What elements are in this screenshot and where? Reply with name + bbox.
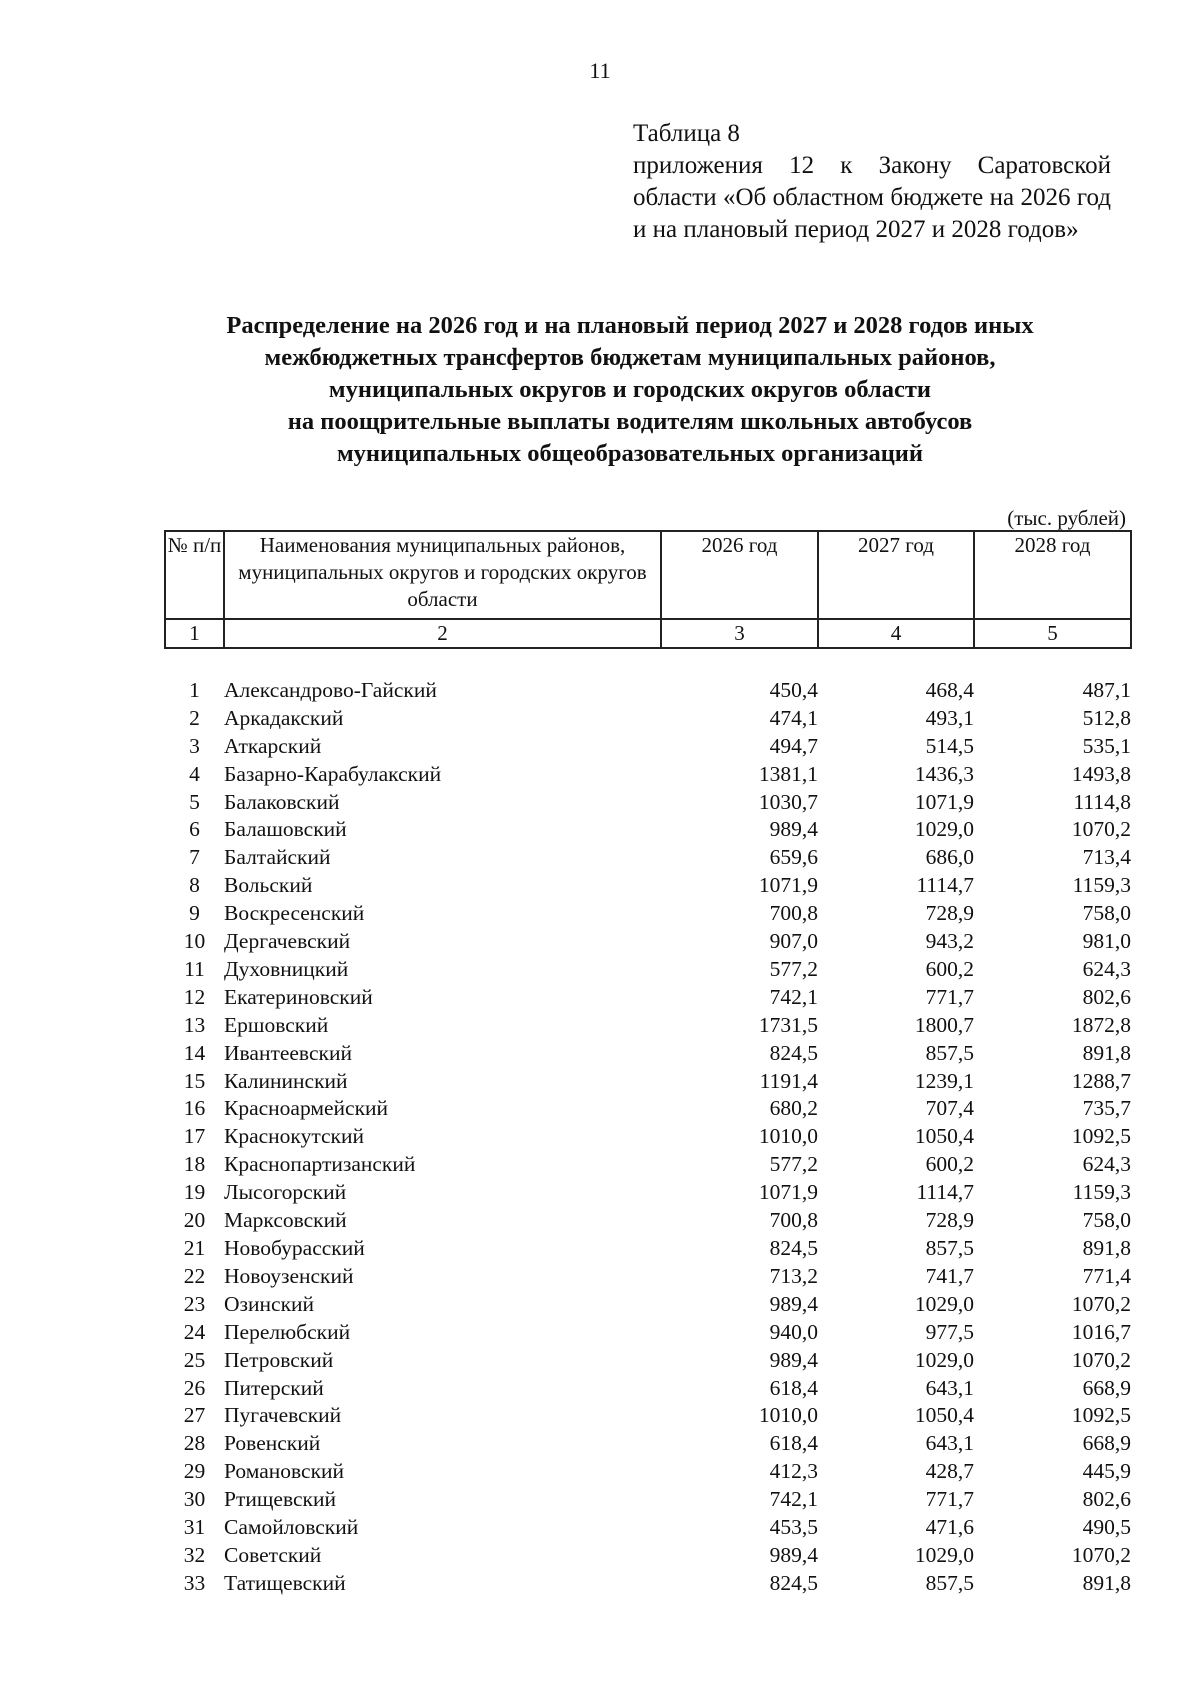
value-2028: 802,6: [1082, 984, 1131, 1009]
value-2028: 891,8: [1082, 1040, 1131, 1065]
value-2028: 891,8: [1082, 1236, 1131, 1261]
table-row: [165, 1402, 1131, 1430]
value-2028: 1016,7: [1071, 1319, 1131, 1344]
district-name: Базарно-Карабулакский: [224, 761, 442, 786]
value-2027: 471,6: [925, 1515, 974, 1540]
value-2027: 771,7: [925, 1487, 974, 1512]
value-2026: 742,1: [769, 1487, 818, 1512]
value-2027: 1029,0: [914, 1347, 974, 1372]
table-row: [165, 1570, 1131, 1598]
value-2028: 1070,2: [1071, 1347, 1131, 1372]
row-number: 29: [183, 1459, 206, 1484]
district-name: Ровенский: [224, 1431, 321, 1456]
district-name: Пугачевский: [224, 1403, 342, 1428]
value-2028: 713,4: [1082, 845, 1131, 870]
table-row: [165, 928, 1131, 956]
value-2026: 989,4: [769, 1291, 818, 1316]
value-2026: 680,2: [769, 1096, 818, 1121]
value-2026: 1191,4: [759, 1068, 818, 1093]
district-name: Озинский: [224, 1291, 315, 1316]
value-2027: 1029,0: [914, 817, 974, 842]
value-2027: 728,9: [925, 901, 974, 926]
row-number: 15: [183, 1068, 206, 1093]
district-name: Самойловский: [224, 1515, 359, 1540]
value-2028: 512,8: [1082, 705, 1131, 730]
row-number: 4: [189, 761, 200, 786]
table-row: [165, 1458, 1131, 1486]
value-2027: 1436,3: [914, 761, 974, 786]
value-2027: 600,2: [925, 956, 974, 981]
district-name: Балтайский: [224, 845, 331, 870]
table-row: [165, 1319, 1131, 1347]
district-name: Перелюбский: [224, 1319, 351, 1344]
value-2027: 741,7: [925, 1263, 974, 1288]
row-number: 5: [189, 789, 200, 814]
value-2028: 735,7: [1082, 1096, 1131, 1121]
district-name: Екатериновский: [224, 984, 373, 1009]
district-name: Татищевский: [224, 1570, 346, 1595]
value-2027: 943,2: [925, 929, 974, 954]
value-2026: 1010,0: [758, 1124, 818, 1149]
row-number: 9: [189, 901, 200, 926]
table-row: [165, 900, 1131, 928]
district-name: Новоузенский: [224, 1263, 354, 1288]
value-2026: 453,5: [769, 1515, 818, 1540]
value-2026: 1010,0: [758, 1403, 818, 1428]
value-2026: 742,1: [769, 984, 818, 1009]
value-2028: 490,5: [1082, 1515, 1131, 1540]
value-2026: 1381,1: [758, 761, 818, 786]
row-number: 6: [189, 817, 200, 842]
value-2027: 857,5: [925, 1570, 974, 1595]
district-name: Лысогорский: [224, 1180, 347, 1205]
transfers-table: [164, 530, 1132, 1598]
value-2027: 728,9: [925, 1208, 974, 1233]
district-name: Дергачевский: [224, 929, 351, 954]
table-row: [165, 1151, 1131, 1179]
row-number: 33: [183, 1570, 206, 1595]
value-2026: 412,3: [769, 1459, 818, 1484]
table-row: [165, 761, 1131, 789]
column-number: 1: [165, 619, 224, 648]
row-number: 24: [183, 1319, 206, 1344]
table-row: [165, 1430, 1131, 1458]
value-2028: 1070,2: [1071, 1291, 1131, 1316]
row-number: 25: [183, 1347, 206, 1372]
value-2026: 618,4: [769, 1375, 818, 1400]
table-row: [165, 844, 1131, 872]
column-number-row: [165, 619, 1131, 648]
value-2028: 1092,5: [1071, 1403, 1131, 1428]
value-2028: 1070,2: [1071, 1542, 1131, 1567]
row-number: 32: [183, 1542, 206, 1567]
value-2028: 668,9: [1082, 1431, 1131, 1456]
value-2026: 1731,5: [758, 1012, 818, 1037]
row-number: 13: [183, 1012, 206, 1037]
value-2027: 643,1: [925, 1375, 974, 1400]
value-2028: 1159,3: [1072, 873, 1131, 898]
value-2027: 857,5: [925, 1040, 974, 1065]
table-row: [165, 1291, 1131, 1319]
header-2028: 2028 год: [974, 531, 1131, 619]
value-2028: 771,4: [1082, 1263, 1131, 1288]
district-name: Аткарский: [224, 733, 322, 758]
value-2028: 1070,2: [1071, 817, 1131, 842]
value-2026: 989,4: [769, 817, 818, 842]
table-row: [165, 816, 1131, 844]
district-name: Петровский: [224, 1347, 334, 1372]
value-2026: 1071,9: [758, 873, 818, 898]
table-row: [165, 1040, 1131, 1068]
table-row: [165, 677, 1131, 705]
value-2028: 445,9: [1082, 1459, 1131, 1484]
value-2028: 758,0: [1082, 1208, 1131, 1233]
units-label: (тыс. рублей): [1007, 506, 1126, 530]
district-name: Советский: [224, 1542, 322, 1567]
table-row: [165, 1347, 1131, 1375]
table-body: [165, 677, 1131, 1598]
value-2028: 535,1: [1082, 733, 1131, 758]
table-row: [165, 789, 1131, 817]
value-2028: 1493,8: [1071, 761, 1131, 786]
value-2026: 940,0: [769, 1319, 818, 1344]
value-2028: 981,0: [1082, 929, 1131, 954]
table-label: Таблица 8: [633, 120, 740, 147]
value-2026: 824,5: [769, 1570, 818, 1595]
district-name: Красноармейский: [224, 1096, 389, 1121]
header-name: Наименования муниципальных районов, муниципальных округов и городских округов области: [224, 531, 661, 619]
table-row: [165, 1012, 1131, 1040]
district-name: Ртищевский: [224, 1487, 336, 1512]
value-2027: 1029,0: [914, 1291, 974, 1316]
row-number: 18: [183, 1152, 206, 1177]
value-2027: 1114,7: [916, 873, 974, 898]
value-2027: 686,0: [925, 845, 974, 870]
title-line: муниципальных округов и городских округов области: [328, 376, 932, 403]
district-name: Ершовский: [224, 1012, 329, 1037]
district-name: Марксовский: [224, 1208, 347, 1233]
title-line: на поощрительные выплаты водителям школьных автобусов: [287, 408, 973, 435]
table-row: [165, 705, 1131, 733]
value-2027: 468,4: [925, 677, 974, 702]
value-2027: 643,1: [925, 1431, 974, 1456]
value-2028: 758,0: [1082, 901, 1131, 926]
table-row: [165, 1486, 1131, 1514]
value-2028: 1114,8: [1073, 789, 1131, 814]
row-number: 30: [183, 1487, 206, 1512]
document-title: [150, 310, 1110, 470]
value-2027: 514,5: [925, 733, 974, 758]
value-2027: 857,5: [925, 1236, 974, 1261]
value-2026: 713,2: [769, 1263, 818, 1288]
table-row: [165, 956, 1131, 984]
row-number: 3: [189, 733, 200, 758]
district-name: Краснокутский: [224, 1124, 364, 1149]
table-row: [165, 733, 1131, 761]
row-number: 7: [189, 845, 200, 870]
value-2027: 771,7: [925, 984, 974, 1009]
value-2028: 668,9: [1082, 1375, 1131, 1400]
column-number: 4: [818, 619, 974, 648]
value-2027: 1050,4: [914, 1403, 974, 1428]
value-2026: 824,5: [769, 1040, 818, 1065]
value-2027: 493,1: [925, 705, 974, 730]
district-name: Ивантеевский: [224, 1040, 352, 1065]
table-row: [165, 1207, 1131, 1235]
value-2027: 707,4: [925, 1096, 974, 1121]
column-number: 2: [224, 619, 661, 648]
value-2026: 577,2: [769, 956, 818, 981]
value-2028: 1288,7: [1071, 1068, 1131, 1093]
row-number: 23: [183, 1291, 206, 1316]
table-row: [165, 1263, 1131, 1291]
value-2026: 907,0: [769, 929, 818, 954]
district-name: Духовницкий: [224, 956, 349, 981]
value-2027: 977,5: [925, 1319, 974, 1344]
value-2026: 577,2: [769, 1152, 818, 1177]
title-line: муниципальных общеобразовательных организаций: [336, 440, 924, 467]
value-2028: 891,8: [1082, 1570, 1131, 1595]
district-name: Питерский: [224, 1375, 324, 1400]
row-number: 11: [184, 956, 205, 981]
table-row: [165, 1068, 1131, 1096]
header-no: № п/п: [165, 531, 224, 619]
row-number: 26: [183, 1375, 206, 1400]
value-2026: 618,4: [769, 1431, 818, 1456]
value-2026: 989,4: [769, 1542, 818, 1567]
header-2026: 2026 год: [661, 531, 818, 619]
row-number: 10: [183, 929, 206, 954]
value-2026: 824,5: [769, 1236, 818, 1261]
value-2027: 1114,7: [916, 1180, 974, 1205]
district-name: Вольский: [224, 873, 313, 898]
value-2026: 1071,9: [758, 1180, 818, 1205]
table-row: [165, 984, 1131, 1012]
value-2028: 624,3: [1082, 1152, 1131, 1177]
value-2026: 700,8: [769, 901, 818, 926]
table-row: [165, 1179, 1131, 1207]
row-number: 22: [183, 1263, 206, 1288]
value-2026: 989,4: [769, 1347, 818, 1372]
row-number: 1: [189, 677, 200, 702]
table-header-row: [165, 531, 1131, 619]
value-2028: 1159,3: [1072, 1180, 1131, 1205]
page-number: 11: [589, 58, 611, 83]
table-row: [165, 1375, 1131, 1403]
row-number: 21: [183, 1236, 206, 1261]
row-number: 14: [183, 1040, 206, 1065]
value-2028: 802,6: [1082, 1487, 1131, 1512]
value-2026: 700,8: [769, 1208, 818, 1233]
district-name: Новобурасский: [224, 1236, 365, 1261]
value-2027: 1050,4: [914, 1124, 974, 1149]
district-name: Воскресенский: [224, 901, 365, 926]
value-2028: 1872,8: [1071, 1012, 1131, 1037]
value-2028: 1092,5: [1071, 1124, 1131, 1149]
value-2026: 474,1: [769, 705, 818, 730]
row-number: 28: [183, 1431, 206, 1456]
value-2027: 428,7: [925, 1459, 974, 1484]
row-number: 2: [189, 705, 200, 730]
district-name: Калининский: [224, 1068, 348, 1093]
table-row: [165, 1542, 1131, 1570]
district-name: Краснопартизанский: [224, 1152, 416, 1177]
value-2028: 487,1: [1082, 677, 1131, 702]
row-number: 8: [189, 873, 200, 898]
district-name: Александрово-Гайский: [224, 677, 437, 702]
value-2027: 1071,9: [914, 789, 974, 814]
column-number: 5: [974, 619, 1131, 648]
table-row: [165, 1514, 1131, 1542]
value-2026: 450,4: [769, 677, 818, 702]
row-number: 16: [183, 1096, 206, 1121]
value-2027: 1239,1: [914, 1068, 974, 1093]
district-name: Аркадакский: [224, 705, 344, 730]
row-number: 17: [183, 1124, 206, 1149]
district-name: Балаковский: [224, 789, 340, 814]
appendix-text: приложения 12 к Закону Саратовской области «Об областном бюджете на 2026 год и на плановый период 2027 и 2028 годов»: [633, 152, 1111, 243]
district-name: Балашовский: [224, 817, 347, 842]
value-2027: 600,2: [925, 1152, 974, 1177]
row-number: 27: [183, 1403, 206, 1428]
column-number: 3: [661, 619, 818, 648]
value-2028: 624,3: [1082, 956, 1131, 981]
title-line: межбюджетных трансфертов бюджетам муниципальных районов,: [264, 344, 996, 371]
row-number: 12: [183, 984, 206, 1009]
table-row: [165, 1095, 1131, 1123]
row-number: 20: [183, 1208, 206, 1233]
row-number: 19: [183, 1180, 206, 1205]
value-2027: 1029,0: [914, 1542, 974, 1567]
table-row: [165, 1235, 1131, 1263]
header-2027: 2027 год: [818, 531, 974, 619]
row-number: 31: [183, 1515, 206, 1540]
value-2026: 494,7: [769, 733, 818, 758]
appendix-reference: [633, 118, 1111, 246]
table-row: [165, 1123, 1131, 1151]
table-row: [165, 872, 1131, 900]
district-name: Романовский: [224, 1459, 345, 1484]
title-line: Распределение на 2026 год и на плановый период 2027 и 2028 годов иных: [226, 312, 1034, 339]
value-2027: 1800,7: [914, 1012, 974, 1037]
value-2026: 659,6: [769, 845, 818, 870]
value-2026: 1030,7: [758, 789, 818, 814]
